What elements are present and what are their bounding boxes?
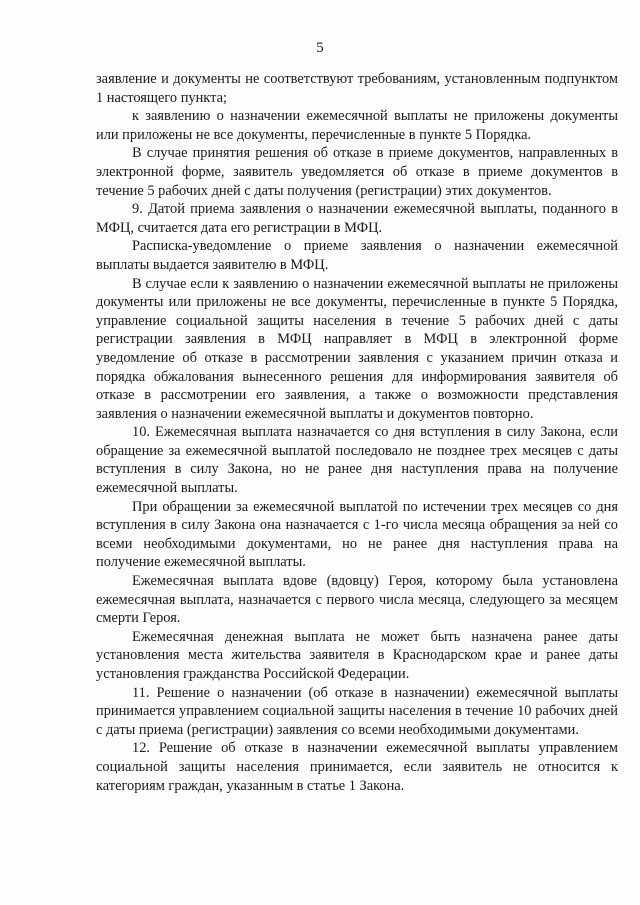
paragraph: заявление и документы не соответствуют требованиям, установленным подпунктом 1 настоящего пункта;	[96, 71, 618, 106]
paragraph: 9. Датой приема заявления о назначении ежемесячной выплаты, поданного в МФЦ, считается дата его регистрации в МФЦ.	[96, 201, 618, 236]
paragraph: Ежемесячная денежная выплата не может быть назначена ранее даты установления места жительства заявителя в Краснодарском крае и ранее даты установления гражданства Российской Федерации.	[96, 628, 618, 682]
paragraph: 12. Решение об отказе в назначении ежемесячной выплаты управлением социальной защиты населения принимается, если заявитель не относится к категориям граждан, указанным в статье 1 Закона.	[96, 740, 618, 794]
paragraph: 11. Решение о назначении (об отказе в назначении) ежемесячной выплаты принимается управлением социальной защиты населения в течение 10 рабочих дней с даты приема (регистрации) заявления со всеми необходимыми документами.	[96, 684, 618, 738]
paragraph: В случае принятия решения об отказе в приеме документов, направленных в электронной форме, заявитель уведомляется об отказе в приеме документов в течение 5 рабочих дней с даты получения (регистрации) этих документов.	[96, 145, 618, 199]
paragraph: Ежемесячная выплата вдове (вдовцу) Героя, которому была установлена ежемесячная выплата, назначается с первого числа месяца, следующего за месяцем смерти Героя.	[96, 573, 618, 627]
paragraph: к заявлению о назначении ежемесячной выплаты не приложены документы или приложены не все документы, перечисленные в пункте 5 Порядка.	[96, 108, 618, 143]
paragraph: 10. Ежемесячная выплата назначается со дня вступления в силу Закона, если обращение за ежемесячной выплатой последовало не позднее трех месяцев с даты вступления в силу Закона, но не ранее дня наступления права на получение ежемесячной выплаты.	[96, 424, 618, 497]
page-number: 5	[316, 40, 324, 56]
paragraph: Расписка-уведомление о приеме заявления о назначении ежемесячной выплаты выдается заявителю в МФЦ.	[96, 238, 618, 273]
document-body	[96, 70, 618, 795]
paragraph: При обращении за ежемесячной выплатой по истечении трех месяцев со дня вступления в силу Закона она назначается с 1-го числа месяца обращения за ней со всеми необходимыми документами, но не ранее дня наступления права на получение ежемесячной выплаты.	[96, 498, 618, 571]
paragraph: В случае если к заявлению о назначении ежемесячной выплаты не приложены документы или приложены не все документы, перечисленные в пункте 5 Порядка, управление социальной защиты населения в течение 5 рабочих дней с даты регистрации заявления в МФЦ направляет в МФЦ в электронной форме уведомление об отказе в рассмотрении заявления с указанием причин отказа и порядка обжалования вынесенного решения для информирования заявителя об отказе в рассмотрении его заявления, а также о возможности представления заявления о назначении ежемесячной выплаты и документов повторно.	[96, 275, 618, 422]
